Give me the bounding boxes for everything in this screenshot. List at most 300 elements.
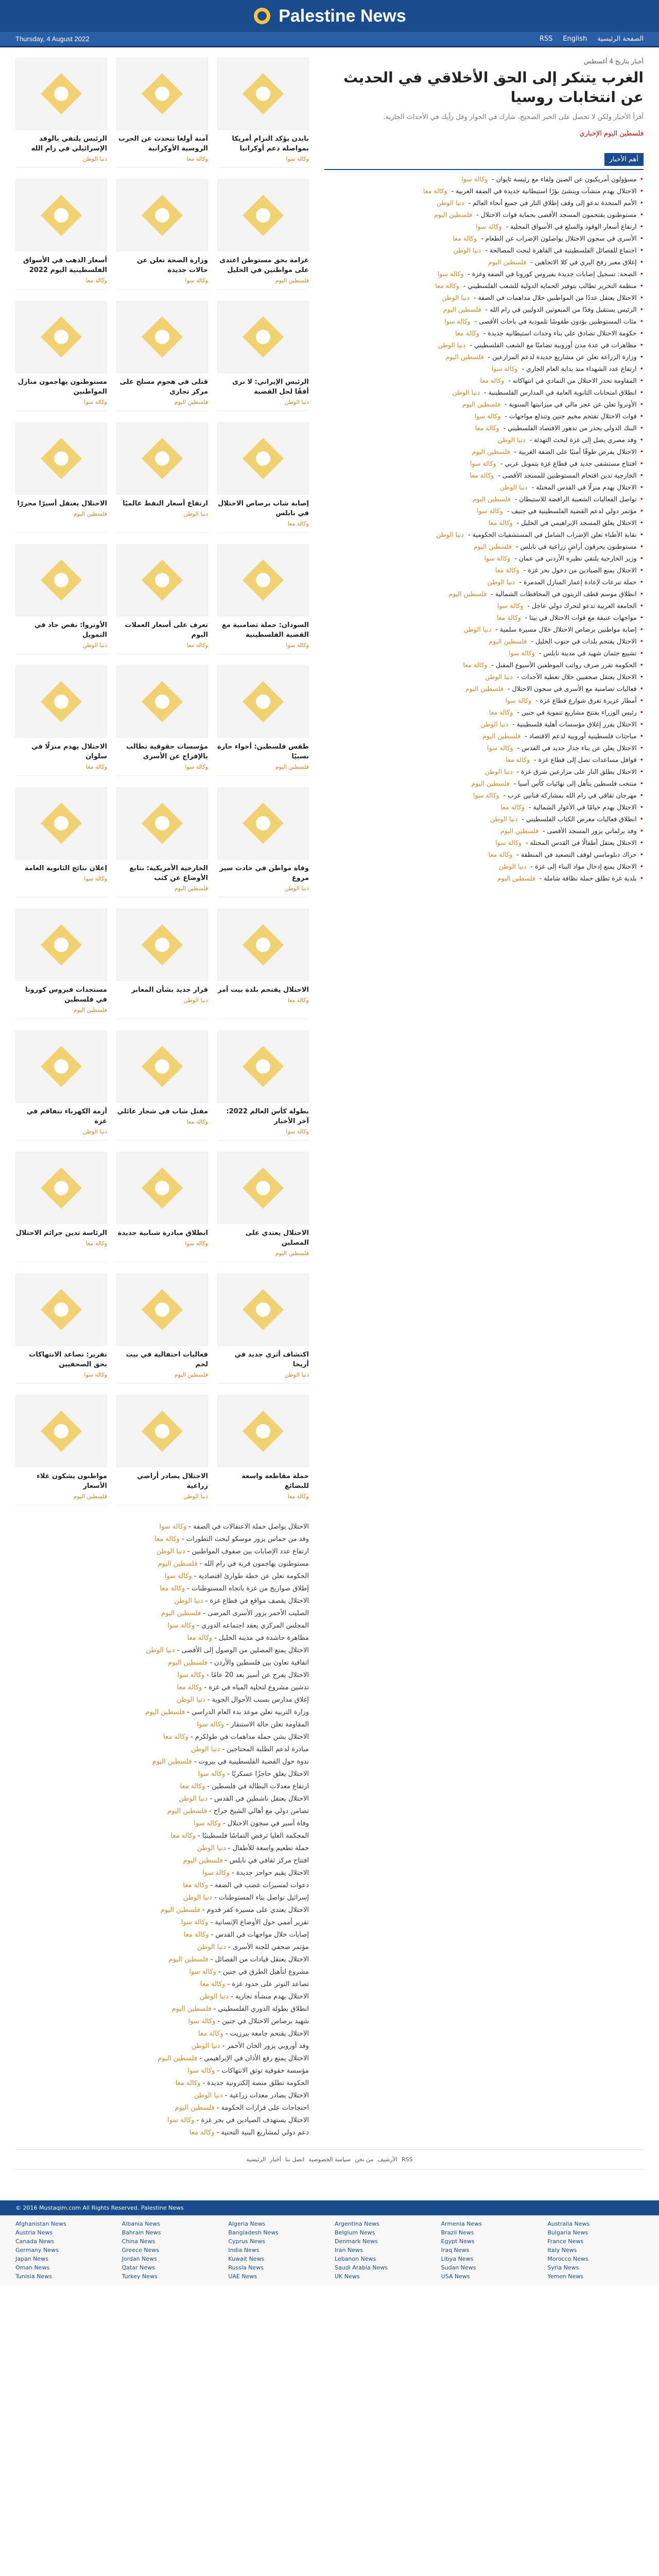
left-headline-link[interactable]: الاحتلال يعتقل ناشطين في القدس [214,1795,309,1803]
card-thumbnail[interactable] [217,1152,309,1224]
headline-link[interactable]: وزارة الزراعة تعلن عن مشاريع جديدة لدعم المزارعين [492,353,637,361]
card-title[interactable]: الاحتلال يهدم منزلًا في سلوان [31,743,107,760]
news-card[interactable] [217,1274,309,1384]
left-headline-item[interactable]: الاحتلال يعتقل قيادات من الفصائل - فلسطين اليوم [168,1956,309,1963]
left-headline-item[interactable]: شهيد برصاص الاحتلال في جنين - وكالة سوا [188,2018,309,2025]
left-headline-item[interactable]: دعوات لمسيرات غضب في الضفة - وكالة معا [183,1882,309,1889]
left-headline-item[interactable]: الاحتلال يمنع المصلين من الوصول إلى الأقصى - دنيا الوطن [146,1647,309,1654]
headline-item[interactable]: •مظاهرات في عدة مدن أوروبية تضامنًا مع الشعب الفلسطيني - دنيا الوطن [438,341,644,349]
news-card[interactable] [15,422,107,533]
card-title[interactable]: إعلان نتائج الثانوية العامة [24,865,107,872]
headline-link[interactable]: تشييع جثمان شهيد في مدينة نابلس [543,649,637,657]
country-link[interactable]: Kuwait News [228,2256,265,2262]
card-title[interactable]: الخارجية الأمريكية: نتابع الأوضاع عن كثب [129,865,208,882]
headline-link[interactable]: انطلاق موسم قطف الزيتون في المحافظات الشمالية [495,590,637,598]
headline-item[interactable]: •حكومة الاحتلال تصادق على بناء وحدات استيطانية جديدة - وكالة معا [455,329,644,337]
card-thumbnail[interactable] [116,301,208,373]
country-link[interactable]: Morocco News [547,2256,588,2262]
headline-item[interactable]: •الاحتلال يهدم منشآت وينشئ بؤرًا استيطانية جديدة في الضفة الغربية - وكالة معا [423,187,644,195]
news-card[interactable] [15,179,107,290]
left-headline-item[interactable]: مؤسسة حقوقية توثق الانتهاكات - وكالة سوا [187,2067,309,2075]
card-title[interactable]: مواطنون يشكون غلاء الأسعار [37,1472,107,1490]
card-thumbnail[interactable] [116,179,208,251]
left-headline-item[interactable]: وفد من حماس يزور موسكو لبحث التطورات - وكالة معا [154,1535,309,1543]
card-title[interactable]: الرئيس يلتقي بالوفد الإسرائيلي في رام الله [31,135,107,152]
left-headline-item[interactable]: الاحتلال يشن حملة مداهمات في طولكرم - وكالة معا [163,1733,309,1741]
headline-link[interactable]: تواصل الفعاليات الشعبية الرافضة للاستيطان [519,495,637,503]
left-headline-link[interactable]: مشروع لتأهيل الطرق في جنين [222,1968,309,1976]
left-headline-item[interactable]: إطلاق صواريخ من غزة باتجاه المستوطنات - وكالة معا [160,1585,309,1592]
left-headline-item[interactable]: مستوطنون يهاجمون قرية في رام الله - فلسطين اليوم [158,1560,309,1568]
headline-link[interactable]: الاحتلال يعتقل عددًا من المواطنين خلال مداهمات في الضفة [478,294,637,301]
headline-link[interactable]: الأسرى في سجون الاحتلال يواصلون الإضراب عن الطعام [485,234,637,242]
headline-item[interactable]: •نقابة الأطباء تعلن الإضراب الشامل في المستشفيات الحكومية - دنيا الوطن [436,531,644,538]
footer-link[interactable]: الرئيسية [246,2156,266,2163]
left-headline-link[interactable]: تصاعد التوتر على حدود غزة [232,1980,309,1988]
card-thumbnail[interactable] [15,666,107,738]
headline-link[interactable]: الاحتلال يهدم منزلًا في القدس المحتلة [536,483,637,491]
headline-link[interactable]: الاحتلال يمنع الصيادين من دخول بحر غزة [528,566,637,574]
news-card[interactable] [116,787,208,897]
headline-item[interactable]: •وزارة الزراعة تعلن عن مشاريع جديدة لدعم المزارعين - فلسطين اليوم [445,353,644,361]
headline-link[interactable]: الاحتلال يقرر إغلاق مؤسسات أهلية فلسطينية [516,720,637,728]
left-headline-item[interactable]: حملة تطعيم واسعة للأطفال - دنيا الوطن [197,1844,309,1852]
left-headline-link[interactable]: الاحتلال يصادر معدات زراعية [229,2092,309,2099]
headline-item[interactable]: •الاحتلال يعتقل عددًا من المواطنين خلال مداهمات في الضفة - دنيا الوطن [442,294,644,301]
footer-link[interactable]: اتصل بنا [285,2156,305,2163]
card-title[interactable]: بايدن يؤكد التزام أمريكا بمواصلة دعم أوكرانيا [232,135,309,152]
headline-link[interactable]: حملة تبرعات لإعادة إعمار المنازل المدمرة [523,578,637,586]
news-card[interactable] [217,301,309,411]
headline-item[interactable]: •ارتفاع أسعار الوقود والسلع في الأسواق المحلية - وكالة سوا [475,223,644,230]
card-thumbnail[interactable] [15,1152,107,1224]
headline-item[interactable]: •مواجهات عنيفة مع قوات الاحتلال في بيتا - وكالة معا [496,614,644,621]
article-source-link[interactable]: فلسطين اليوم الإخباري [579,130,644,138]
headline-item[interactable]: •إغلاق معبر رفح البري في كلا الاتجاهين - فلسطين اليوم [488,258,644,266]
left-headline-link[interactable]: وفد أوروبي يزور الخان الأحمر [227,2042,309,2050]
left-headline-item[interactable]: الاحتلال يقتحم جامعة بيرزيت - وكالة معا [198,2030,309,2038]
left-headline-link[interactable]: المجلس المركزي يعقد اجتماعه الدوري [201,1622,309,1630]
headline-item[interactable]: •مسؤولون أمريكيون عن الصين ولقاء مع رئيسة تايوان - وكالة سوا [461,175,644,183]
headline-item[interactable]: •مؤتمر دولي لدعم القضية الفلسطينية في جنيف - وكالة سوا [477,507,644,515]
headline-link[interactable]: حكومة الاحتلال تصادق على بناء وحدات استيطانية جديدة [488,329,637,337]
country-link[interactable]: Albania News [122,2221,160,2227]
left-headline-item[interactable]: ارتفاع عدد الإصابات بين صفوف المواطنين - دنيا الوطن [156,1548,309,1555]
headline-link[interactable]: وفد مصري يصل إلى غزة لبحث التهدئة [534,436,637,444]
headline-link[interactable]: الاحتلال يهدم خيامًا في الأغوار الشمالية [533,803,637,811]
news-card[interactable] [116,179,208,290]
card-title[interactable]: الرئاسة تدين جرائم الاحتلال [15,1229,107,1237]
news-card[interactable] [116,544,208,654]
left-headline-link[interactable]: شهيد برصاص الاحتلال في جنين [222,2018,309,2025]
left-headline-link[interactable]: مؤسسة حقوقية توثق الانتهاكات [221,2067,309,2075]
headline-link[interactable]: انطلاق فعاليات معرض الكتاب الفلسطيني [526,815,637,823]
left-headline-link[interactable]: ارتفاع عدد الإصابات بين صفوف المواطنين [192,1548,309,1555]
headline-item[interactable]: •الأسرى في سجون الاحتلال يواصلون الإضراب عن الطعام - وكالة معا [453,234,644,242]
news-card[interactable] [15,787,107,897]
left-headline-link[interactable]: تضامن دولي مع أهالي الشيخ جراح [213,1807,309,1815]
headline-item[interactable]: •الاحتلال يعلن عن بناء جدار جديد في القدس - وكالة سوا [487,744,644,752]
card-thumbnail[interactable] [217,666,309,738]
news-card[interactable] [15,666,107,776]
card-thumbnail[interactable] [15,1030,107,1103]
headline-link[interactable]: أمطار غزيرة تغرق شوارع قطاع غزة [540,697,637,704]
headline-link[interactable]: منتخب فلسطين يتأهل إلى نهائيات كأس آسيا [518,779,637,787]
headline-link[interactable]: الأونروا تعلن عن عجز مالي في ميزانيتها السنوية [509,400,637,408]
left-headline-item[interactable]: الحكومة تعلن عن خطة طوارئ اقتصادية - وكالة سوا [164,1572,309,1580]
left-headline-item[interactable]: مظاهرة حاشدة في مدينة الخليل - وكالة معا [187,1634,309,1642]
card-title[interactable]: تعرف على أسعار العملات اليوم [125,621,208,639]
card-title[interactable]: حملة مقاطعة واسعة للبضائع [241,1472,309,1490]
headline-link[interactable]: الصحة: تسجيل إصابات جديدة بفيروس كورونا في الضفة وغزة [472,270,637,278]
country-link[interactable]: China News [122,2238,155,2245]
card-thumbnail[interactable] [217,1274,309,1346]
footer-link[interactable]: أخبار [270,2156,282,2163]
left-headline-item[interactable]: المقاومة تعلن حالة الاستنفار - وكالة سوا [197,1721,309,1728]
headline-link[interactable]: مستوطنون يحرقون أراضٍ زراعية في نابلس [520,543,637,550]
card-thumbnail[interactable] [217,301,309,373]
country-link[interactable]: Jordan News [122,2256,157,2262]
card-title[interactable]: وزارة الصحة تعلن عن حالات جديدة [137,257,208,274]
headline-item[interactable]: •الاحتلال يغلق المسجد الإبراهيمي في الخليل - وكالة معا [488,519,644,527]
news-card[interactable] [217,422,309,533]
headline-item[interactable]: •الاحتلال يمنع إدخال مواد البناء إلى غزة - دنيا الوطن [498,862,644,870]
english-link[interactable]: English [563,35,587,43]
card-thumbnail[interactable] [217,909,309,981]
card-title[interactable]: إصابة شاب برصاص الاحتلال في نابلس [218,500,309,517]
headline-link[interactable]: قوات الاحتلال تقتحم مخيم جنين وتندلع مواجهات [509,412,637,420]
country-link[interactable]: Sudan News [441,2264,476,2271]
card-thumbnail[interactable] [217,1030,309,1103]
headline-link[interactable]: الرئيس يستقبل وفدًا من المبعوثين الدوليين في رام الله [490,306,637,313]
left-headline-link[interactable]: تدشين مشروع لتحلية المياه في غزة [209,1684,309,1691]
card-thumbnail[interactable] [116,666,208,738]
news-card[interactable] [116,301,208,411]
left-headline-item[interactable]: ندوة حول القضية الفلسطينية في بيروت - فلسطين اليوم [152,1758,309,1766]
headline-item[interactable]: •بلدية غزة تطلق حملة نظافة شاملة - فلسطين اليوم [497,874,644,882]
left-headline-link[interactable]: وفد من حماس يزور موسكو لبحث التطورات [186,1535,309,1543]
country-link[interactable]: Russia News [228,2264,264,2271]
country-link[interactable]: Belgium News [335,2229,375,2236]
left-headline-link[interactable]: المحكمة العليا ترفض التماسًا فلسطينيًا [202,1832,309,1840]
headline-item[interactable]: •المقاومة تحذر الاحتلال من التمادي في انتهاكاته - وكالة معا [480,377,644,384]
news-card[interactable] [116,1030,208,1141]
left-headline-link[interactable]: المقاومة تعلن حالة الاستنفار [231,1721,309,1728]
headline-item[interactable]: •وفد برلماني يزور المسجد الأقصى - فلسطين اليوم [500,827,644,835]
news-card[interactable] [15,58,107,168]
card-thumbnail[interactable] [15,422,107,495]
left-headline-link[interactable]: انطلاق بطولة الدوري الفلسطيني [218,2005,309,2013]
headline-link[interactable]: منظمة التحرير تطالب بتوفير الحماية الدولية للشعب الفلسطيني [467,282,637,290]
headline-item[interactable]: •مهرجان ثقافي في رام الله بمشاركة فنانين عرب - وكالة سوا [473,791,644,799]
left-headline-link[interactable]: اتفاقية تعاون بين فلسطين والأردن [214,1659,309,1667]
headline-link[interactable]: الاحتلال يعتقل أطفالًا في القدس المحتلة [530,839,637,846]
country-link[interactable]: USA News [441,2273,470,2280]
left-headline-item[interactable]: احتجاجات على قرارات الحكومة - فلسطين اليوم [175,2104,309,2112]
card-thumbnail[interactable] [15,301,107,373]
headline-item[interactable]: •الاحتلال يهدم منزلًا في القدس المحتلة - دنيا الوطن [499,483,644,491]
left-headline-item[interactable]: المحكمة العليا ترفض التماسًا فلسطينيًا - وكالة معا [170,1832,309,1840]
headline-link[interactable]: الاحتلال يعلن عن بناء جدار جديد في القدس [522,744,637,752]
headline-item[interactable]: •إصابة مواطنين برصاص الاحتلال خلال مسيرة سلمية - دنيا الوطن [463,625,644,633]
headline-item[interactable]: •حراك دبلوماسي لوقف التصعيد في المنطقة - وكالة معا [488,851,644,858]
card-thumbnail[interactable] [116,544,208,616]
headline-item[interactable]: •منتخب فلسطين يتأهل إلى نهائيات كأس آسيا - فلسطين اليوم [471,779,644,787]
country-link[interactable]: Italy News [547,2247,577,2253]
left-headline-link[interactable]: وفاة أسير في سجون الاحتلال [227,1820,309,1827]
country-link[interactable]: Germany News [15,2247,59,2253]
headline-link[interactable]: الاحتلال يمنع إدخال مواد البناء إلى غزة [534,862,637,870]
country-link[interactable]: Bahrain News [122,2229,161,2236]
news-card[interactable] [15,544,107,654]
left-headline-link[interactable]: دعوات لمسيرات غضب في الضفة [215,1882,309,1889]
left-headline-item[interactable]: الاحتلال يقيم حواجز جديدة - وكالة سوا [202,1869,309,1877]
headline-item[interactable]: •ارتفاع عدد الشهداء منذ بداية العام الجاري - وكالة سوا [491,365,644,372]
headline-item[interactable]: •الاحتلال يعتقل أطفالًا في القدس المحتلة - وكالة سوا [495,839,644,846]
left-headline-link[interactable]: الاحتلال يفرج عن أسير بعد 20 عامًا [211,1671,309,1679]
headline-item[interactable]: •الرئيس يستقبل وفدًا من المبعوثين الدوليين في رام الله - فلسطين اليوم [443,306,644,313]
country-link[interactable]: Bangladesh News [228,2229,279,2236]
headline-link[interactable]: فعاليات تضامنية مع الأسرى في سجون الاحتلال [512,685,637,692]
country-link[interactable]: Armenia News [441,2221,482,2227]
left-headline-item[interactable]: وفاة أسير في سجون الاحتلال - وكالة سوا [194,1820,309,1827]
card-thumbnail[interactable] [116,422,208,495]
left-headline-link[interactable]: الاحتلال يعتقل قيادات من الفصائل [215,1956,309,1963]
headline-link[interactable]: الحكومة تقرر صرف رواتب الموظفين الأسبوع المقبل [495,661,637,669]
left-headline-item[interactable]: الاحتلال يعتقل ناشطين في القدس - دنيا الوطن [179,1795,309,1803]
home-link[interactable]: الصفحة الرئيسية [597,35,644,43]
footer-link[interactable]: الأرشيف [377,2156,398,2163]
site-title[interactable]: Palestine News [279,6,406,26]
headline-link[interactable]: الاحتلال يطلق النار على مزارعين شرق غزة [521,768,637,775]
country-link[interactable]: Qatar News [122,2264,155,2271]
left-headline-link[interactable]: وزارة التربية تعلن موعد بدء العام الدراسي [191,1708,309,1716]
card-thumbnail[interactable] [15,179,107,251]
card-thumbnail[interactable] [116,1395,208,1467]
left-headline-item[interactable]: إصابات خلال مواجهات في القدس - وكالة معا [183,1931,309,1939]
left-headline-item[interactable]: الاحتلال يغلق حاجزًا عسكريًا - وكالة سوا [198,1770,309,1778]
headline-item[interactable]: •الاحتلال يقتحم بلدات في جنوب الخليل - فلسطين اليوم [489,637,644,645]
headline-item[interactable]: •الحكومة تقرر صرف رواتب الموظفين الأسبوع المقبل - وكالة معا [463,661,644,669]
left-headline-link[interactable]: مؤتمر صحفي للجنة الأسرى [232,1943,309,1951]
headline-item[interactable]: •انطلاق فعاليات معرض الكتاب الفلسطيني - دنيا الوطن [490,815,644,823]
headline-item[interactable]: •البنك الدولي يحذر من تدهور الاقتصاد الفلسطيني - وكالة معا [475,424,644,432]
left-headline-link[interactable]: الاحتلال يقصف مواقع في قطاع غزة [210,1597,309,1605]
country-link[interactable]: Egypt News [441,2238,475,2245]
headline-item[interactable]: •الاحتلال يقرر إغلاق مؤسسات أهلية فلسطينية - دنيا الوطن [480,720,644,728]
headline-item[interactable]: •منظمة التحرير تطالب بتوفير الحماية الدولية للشعب الفلسطيني - وكالة معا [435,282,644,290]
card-title[interactable]: غرامة بحق مستوطن اعتدى على مواطنين في الخليل [219,257,309,274]
headline-item[interactable]: •الاحتلال يطلق النار على مزارعين شرق غزة - دنيا الوطن [484,768,644,775]
headline-link[interactable]: الاحتلال يهدم منشآت وينشئ بؤرًا استيطانية جديدة في الضفة الغربية [456,187,637,195]
headline-link[interactable]: الجامعة العربية تدعو لتحرك دولي عاجل [531,602,637,609]
card-title[interactable]: الرئيس الإيراني: لا نرى أفقًا لحل القضية [232,378,309,396]
headline-link[interactable]: قوافل مساعدات تصل إلى قطاع غزة [538,756,637,764]
left-headline-item[interactable]: افتتاح مركز ثقافي في نابلس - فلسطين اليوم [183,1857,309,1865]
news-card[interactable] [15,1030,107,1141]
headline-link[interactable]: اجتماع للفصائل الفلسطينية في القاهرة لبحث المصالحة [489,246,637,254]
card-title[interactable]: وفاة مواطن في حادث سير مروع [219,865,309,882]
left-headline-item[interactable]: الاحتلال يهدم منشأة تجارية - دنيا الوطن [199,1993,309,2001]
left-headline-link[interactable]: مبادرة لدعم الطلبة المحتاجين [227,1745,309,1753]
headline-link[interactable]: مهرجان ثقافي في رام الله بمشاركة فنانين عرب [508,791,637,799]
news-card[interactable] [116,422,208,533]
left-headline-item[interactable]: ارتفاع معدلات البطالة في فلسطين - وكالة معا [180,1783,309,1790]
card-title[interactable]: اكتشاف أثري جديد في أريحا [234,1351,309,1368]
headline-item[interactable]: •مستوطنون يقتحمون المسجد الأقصى بحماية قوات الاحتلال - فلسطين اليوم [434,211,644,218]
card-thumbnail[interactable] [15,787,107,859]
country-link[interactable]: Libya News [441,2256,474,2262]
card-thumbnail[interactable] [116,1030,208,1103]
left-headline-link[interactable]: الاحتلال يمنع المصلين من الوصول إلى الأقصى [181,1647,309,1654]
left-headline-link[interactable]: الصليب الأحمر يزور الأسرى المرضى [207,1609,309,1617]
left-headline-link[interactable]: إغلاق مدارس بسبب الأحوال الجوية [212,1696,309,1704]
country-link[interactable]: Iraq News [441,2247,470,2253]
card-thumbnail[interactable] [15,544,107,616]
footer-link[interactable]: سياسة الخصوصية [308,2156,351,2163]
left-headline-link[interactable]: إسرائيل تواصل بناء المستوطنات [218,1894,309,1902]
headline-link[interactable]: ارتفاع أسعار الوقود والسلع في الأسواق المحلية [510,223,637,230]
country-link[interactable]: Argentina News [335,2221,379,2227]
card-title[interactable]: قتلى في هجوم مسلح على مركز تجاري [119,378,208,396]
headline-link[interactable]: إغلاق معبر رفح البري في كلا الاتجاهين [534,258,637,266]
news-card[interactable] [15,1152,107,1262]
card-thumbnail[interactable] [116,1152,208,1224]
card-thumbnail[interactable] [116,1274,208,1346]
headline-link[interactable]: مئات المستوطنين يؤدون طقوسًا تلمودية في باحات الأقصى [479,317,637,325]
left-headline-link[interactable]: إطلاق صواريخ من غزة باتجاه المستوطنات [192,1585,309,1592]
card-title[interactable]: أزمة الكهرباء تتفاقم في غزة [26,1108,107,1125]
news-card[interactable] [116,1274,208,1384]
card-thumbnail[interactable] [116,58,208,130]
headline-item[interactable]: •حملة تبرعات لإعادة إعمار المنازل المدمرة - دنيا الوطن [487,578,644,586]
headline-item[interactable]: •تواصل الفعاليات الشعبية الرافضة للاستيطان - فلسطين اليوم [472,495,644,503]
headline-item[interactable]: •وفد مصري يصل إلى غزة لبحث التهدئة - دنيا الوطن [497,436,644,444]
card-thumbnail[interactable] [15,1274,107,1346]
left-headline-item[interactable]: الاحتلال يستهدف الصيادين في بحر غزة - وكالة سوا [167,2116,309,2124]
card-title[interactable]: الاحتلال يقتحم بلدة بيت أمر [217,986,309,994]
country-link[interactable]: Afghanistan News [15,2221,66,2227]
country-link[interactable]: France News [547,2238,584,2245]
country-link[interactable]: India News [228,2247,259,2253]
news-card[interactable] [15,1395,107,1505]
news-card[interactable] [116,1395,208,1505]
footer-link[interactable]: من نحن [355,2156,374,2163]
headline-item[interactable]: •قوافل مساعدات تصل إلى قطاع غزة - وكالة معا [506,756,644,764]
headline-item[interactable]: •انطلاق امتحانات الثانوية العامة في المدارس الفلسطينية - دنيا الوطن [452,388,644,396]
left-headline-link[interactable]: الاحتلال يستهدف الصيادين في بحر غزة [201,2116,309,2124]
headline-item[interactable]: •الاحتلال يفرض طوقًا أمنيًا على الضفة الغربية - فلسطين اليوم [472,448,644,455]
card-title[interactable]: طقس فلسطين: أجواء حارة نسبيًا [217,743,309,760]
card-title[interactable]: فعاليات احتفالية في بيت لحم [126,1351,208,1368]
headline-link[interactable]: المقاومة تحذر الاحتلال من التمادي في انتهاكاته [512,377,637,384]
headline-link[interactable]: إصابة مواطنين برصاص الاحتلال خلال مسيرة سلمية [499,625,637,633]
left-headline-item[interactable]: دعم دولي لمشاريع البنية التحتية - وكالة معا [189,2129,309,2137]
country-link[interactable]: Yemen News [547,2273,584,2280]
left-headline-item[interactable]: الحكومة تطلق منصة إلكترونية جديدة - وكالة معا [175,2079,309,2087]
news-card[interactable] [15,301,107,411]
left-headline-link[interactable]: ندوة حول القضية الفلسطينية في بيروت [198,1758,309,1766]
country-link[interactable]: Syria News [547,2264,579,2271]
left-headline-link[interactable]: الاحتلال يغلق حاجزًا عسكريًا [232,1770,309,1778]
country-link[interactable]: Iran News [335,2247,363,2253]
card-thumbnail[interactable] [217,179,309,251]
left-headline-link[interactable]: مستوطنون يهاجمون قرية في رام الله [204,1560,309,1568]
headline-link[interactable]: مسؤولون أمريكيون عن الصين ولقاء مع رئيسة تايوان [496,175,637,183]
news-card[interactable] [116,58,208,168]
country-link[interactable]: Canada News [15,2238,55,2245]
news-card[interactable] [217,787,309,897]
headline-link[interactable]: ارتفاع عدد الشهداء منذ بداية العام الجاري [526,365,637,372]
card-thumbnail[interactable] [217,544,309,616]
headline-item[interactable]: •قوات الاحتلال تقتحم مخيم جنين وتندلع مواجهات - وكالة سوا [474,412,644,420]
card-title[interactable]: الاحتلال يصادر أراضي زراعية [137,1472,208,1490]
card-thumbnail[interactable] [116,909,208,981]
news-card[interactable] [217,1395,309,1505]
left-headline-item[interactable]: تقرير أممي حول الأوضاع الإنسانية - وكالة سوا [181,1919,309,1926]
card-title[interactable]: مستوطنون يهاجمون منازل المواطنين [18,378,107,396]
left-headline-item[interactable]: إسرائيل تواصل بناء المستوطنات - دنيا الوطن [183,1894,309,1902]
country-link[interactable]: Lebanon News [335,2256,376,2262]
headline-item[interactable]: •أمطار غزيرة تغرق شوارع قطاع غزة - وكالة سوا [505,697,644,704]
card-thumbnail[interactable] [15,58,107,130]
left-headline-link[interactable]: الاحتلال يقيم حواجز جديدة [236,1869,309,1877]
country-link[interactable]: Turkey News [122,2273,158,2280]
headline-item[interactable]: •رئيس الوزراء يفتتح مشاريع تنموية في جنين - وكالة معا [489,708,644,716]
news-card[interactable] [15,1274,107,1384]
card-title[interactable]: بطولة كأس العالم 2022: آخر الأخبار [226,1108,309,1125]
headline-link[interactable]: مواجهات عنيفة مع قوات الاحتلال في بيتا [529,614,637,621]
headline-item[interactable]: •الخارجية تدين اقتحام المستوطنين للمسجد الأقصى - وكالة معا [470,471,644,479]
country-link[interactable]: UAE News [228,2273,257,2280]
country-link[interactable]: UK News [335,2273,360,2280]
headline-item[interactable]: •فعاليات تضامنية مع الأسرى في سجون الاحتلال - فلسطين اليوم [465,685,644,692]
left-headline-item[interactable]: الصليب الأحمر يزور الأسرى المرضى - فلسطين اليوم [161,1609,309,1617]
news-card[interactable] [116,1152,208,1262]
country-link[interactable]: Cyprus News [228,2238,265,2245]
headline-item[interactable]: •الاحتلال يعتقل صحفيين خلال تغطية الأحداث - دنيا الوطن [485,673,644,681]
headline-link[interactable]: مستوطنون يقتحمون المسجد الأقصى بحماية قوات الاحتلال [480,211,637,218]
left-headline-item[interactable]: المجلس المركزي يعقد اجتماعه الدوري - وكالة سوا [167,1622,309,1630]
left-headline-item[interactable]: اتفاقية تعاون بين فلسطين والأردن - فلسطين اليوم [168,1659,309,1667]
headline-link[interactable]: الأمم المتحدة تدعو إلى وقف إطلاق النار في جميع أنحاء العالم [473,199,637,207]
country-link[interactable]: Brazil News [441,2229,474,2236]
headline-link[interactable]: الاحتلال يفرض طوقًا أمنيًا على الضفة الغربية [518,448,637,455]
card-title[interactable]: انطلاق مبادرة شبابية جديدة [117,1229,208,1237]
news-card[interactable] [116,666,208,776]
headline-link[interactable]: الاحتلال يغلق المسجد الإبراهيمي في الخليل [521,519,637,527]
left-headline-link[interactable]: دعم دولي لمشاريع البنية التحتية [221,2129,309,2137]
headline-item[interactable]: •افتتاح مستشفى جديد في قطاع غزة بتمويل عربي - وكالة سوا [470,460,644,467]
left-headline-link[interactable]: إصابات خلال مواجهات في القدس [215,1931,309,1939]
country-link[interactable]: Bulgaria News [547,2229,588,2236]
card-title[interactable]: ارتفاع أسعار النفط عالميًا [123,500,208,507]
news-card[interactable] [217,909,309,1019]
card-title[interactable]: مستجدات فيروس كورونا في فلسطين [25,986,107,1004]
news-card[interactable] [217,179,309,290]
card-title[interactable]: آمنة أولغا تتحدث عن الحرب الروسية الأوكرانية [118,135,208,152]
news-card[interactable] [15,909,107,1019]
headline-link[interactable]: مؤتمر دولي لدعم القضية الفلسطينية في جنيف [511,507,637,515]
left-headline-link[interactable]: الاحتلال يقتحم جامعة بيرزيت [230,2030,309,2038]
card-title[interactable]: مؤسسات حقوقية تطالب بالإفراج عن الأسرى [126,743,208,760]
left-headline-link[interactable]: احتجاجات على قرارات الحكومة [221,2104,309,2112]
left-headline-link[interactable]: ارتفاع معدلات البطالة في فلسطين [212,1783,309,1790]
headline-link[interactable]: حراك دبلوماسي لوقف التصعيد في المنطقة [521,851,637,858]
headline-link[interactable]: وزير الخارجية يلتقي نظيره الأردني في عمان [518,554,637,562]
left-headline-link[interactable]: حملة تطعيم واسعة للأطفال [232,1844,309,1852]
card-title[interactable]: أسعار الذهب في الأسواق الفلسطينية اليوم 2022 [23,257,107,274]
